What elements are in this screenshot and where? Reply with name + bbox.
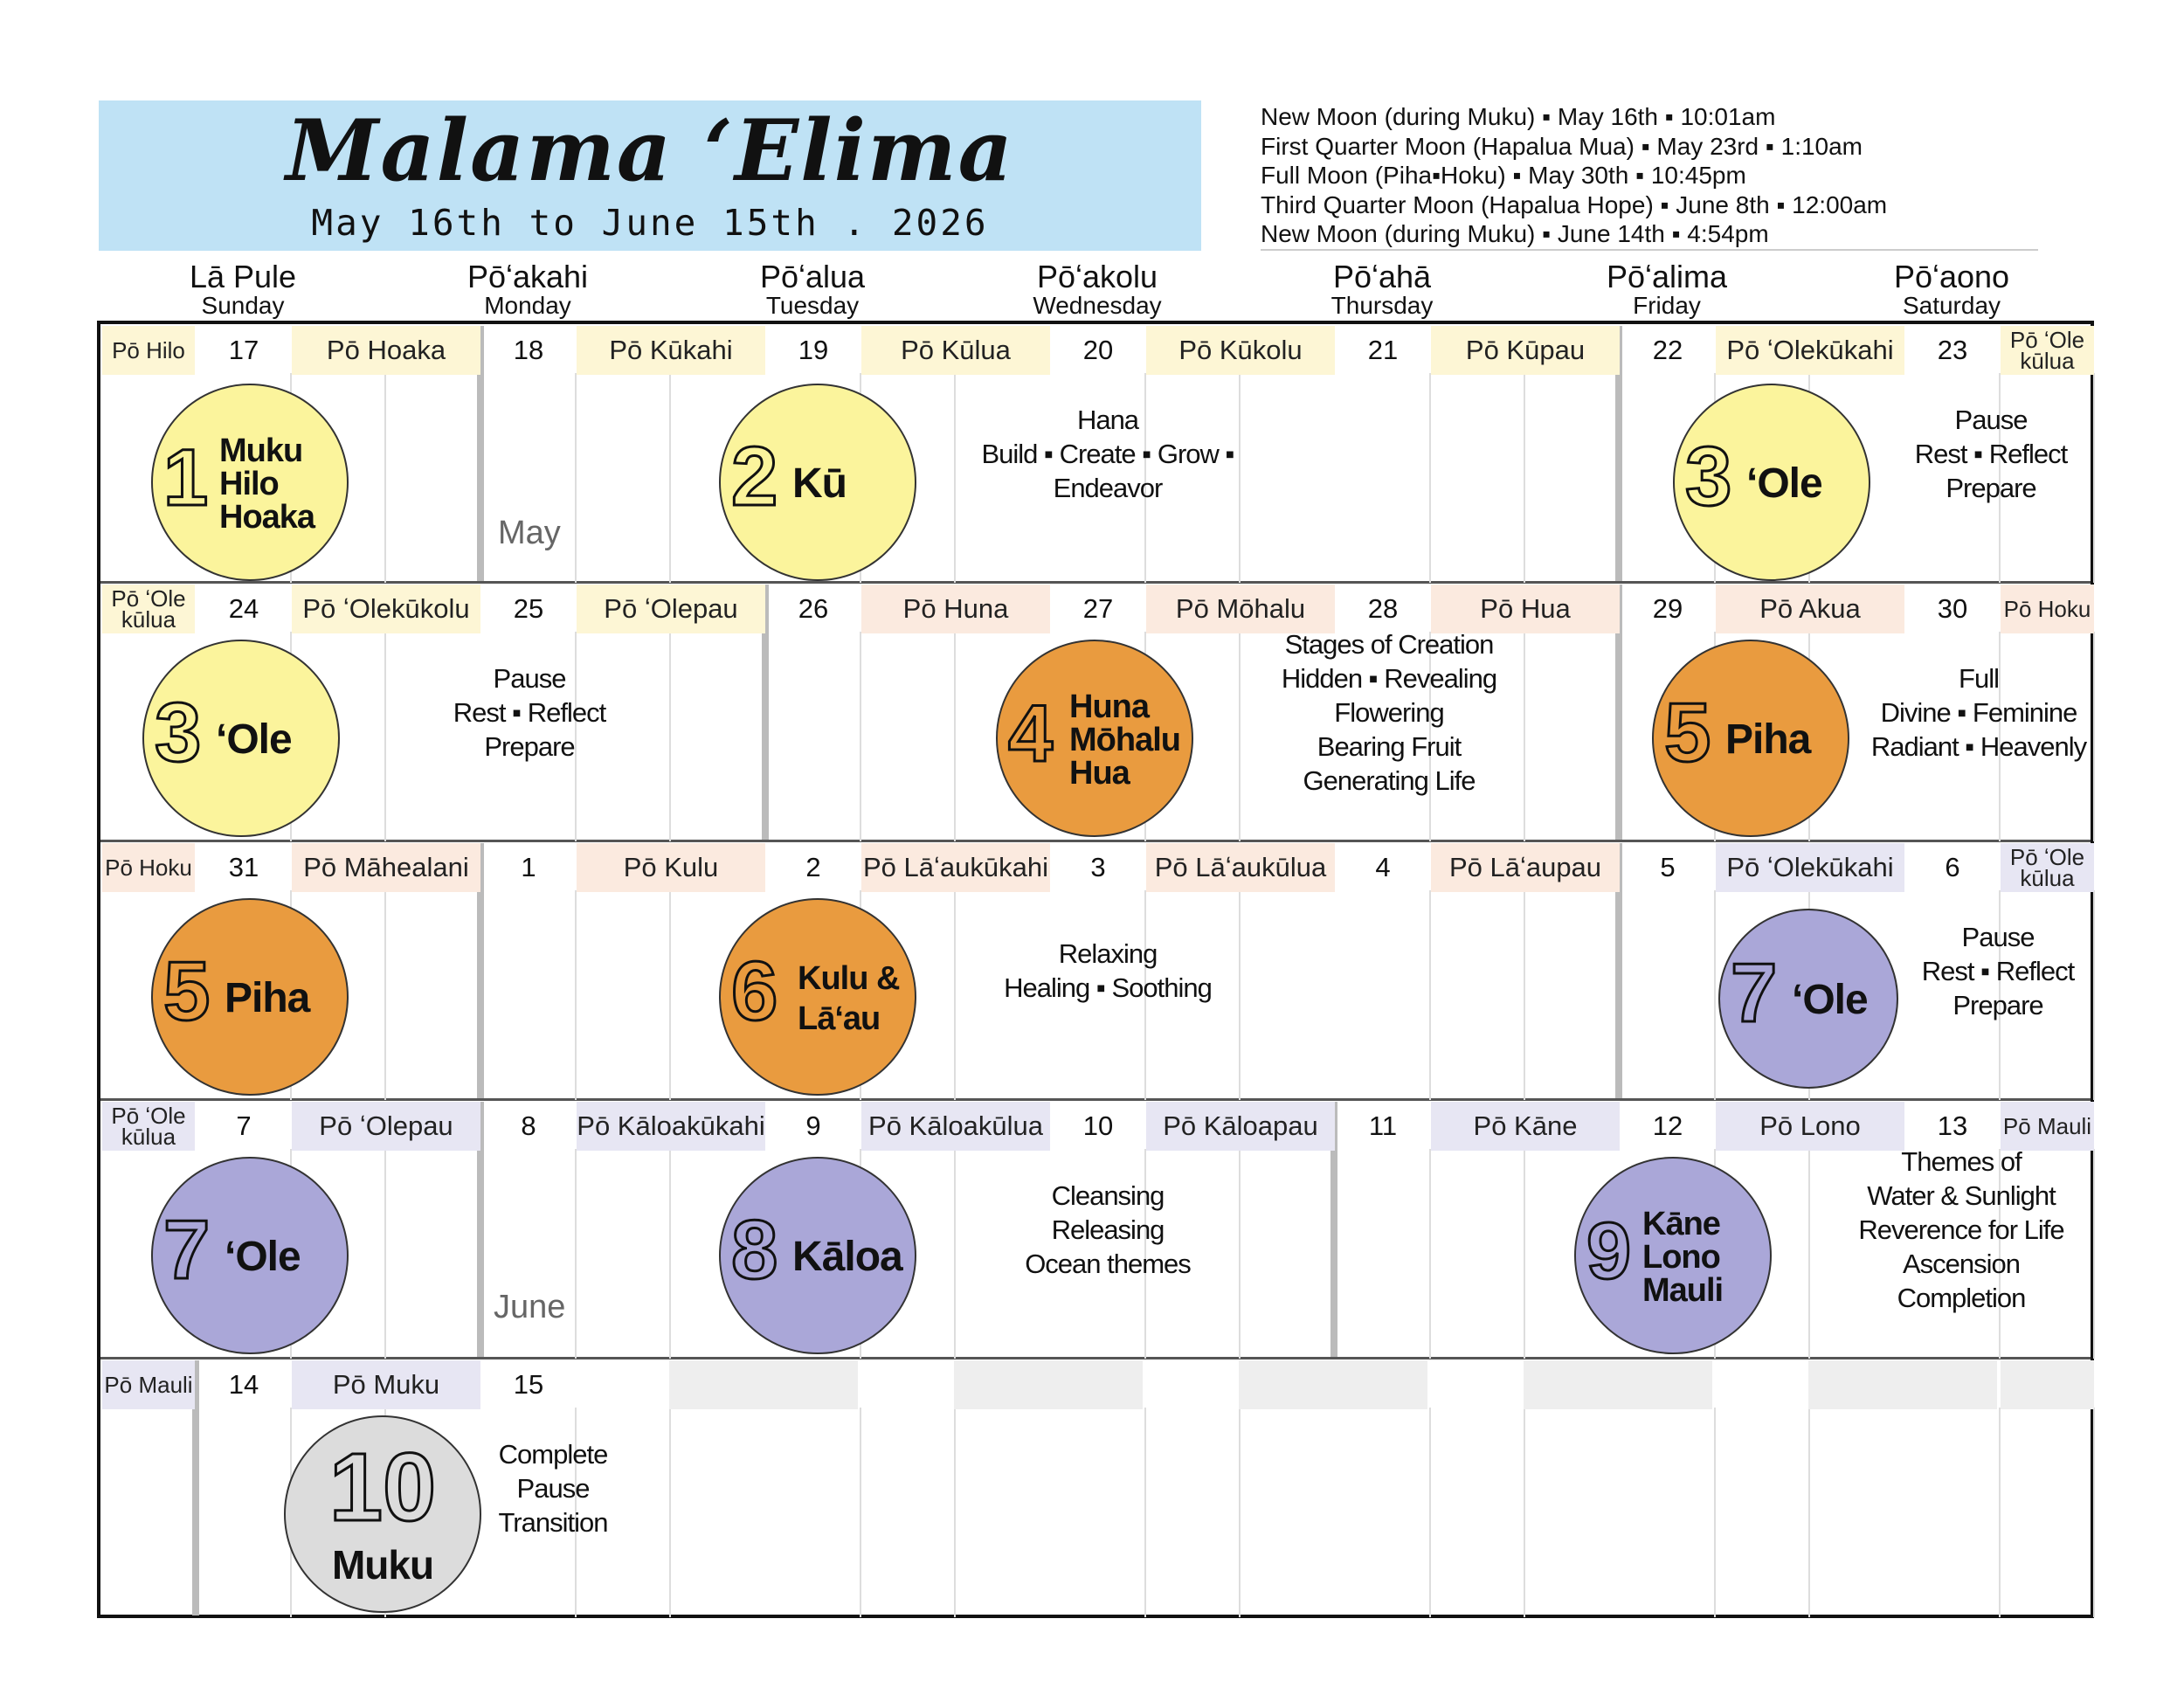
cell-divider xyxy=(1714,890,1716,1100)
phase-name: Lāʻau xyxy=(798,1000,881,1037)
day-name-hawaiian: Lā Pule xyxy=(189,259,297,294)
empty-label xyxy=(2001,1360,2094,1409)
phase-name: Kū xyxy=(792,460,847,507)
moon-phase-item: First Quarter Moon (Hapalua Mua) ▪ May 23rd ▪ 1:10am xyxy=(1261,132,1863,160)
date-number: 20 xyxy=(1082,335,1114,365)
date-number: 8 xyxy=(521,1110,536,1141)
phase-name: Hua xyxy=(1069,755,1130,792)
night-label: Pō Māhealani xyxy=(292,843,480,892)
description-line: Flowering xyxy=(1334,696,1444,728)
phase-number: 5 xyxy=(163,944,211,1039)
cell-divider xyxy=(1524,1408,1525,1617)
phase-number: 8 xyxy=(731,1203,778,1297)
description-line: Releasing xyxy=(1051,1214,1165,1245)
date-number: 31 xyxy=(228,852,259,882)
cell-divider xyxy=(1429,373,1431,583)
moon-phase-circle xyxy=(719,384,916,581)
description-line: Hana xyxy=(1076,404,1139,435)
phase-name: Hilo xyxy=(219,466,279,502)
phase-number: 7 xyxy=(163,1203,211,1297)
description-line: Full xyxy=(1959,662,1999,694)
day-name-english: Friday xyxy=(1633,292,1701,319)
date-number: 6 xyxy=(1945,852,1960,882)
row-divider xyxy=(100,1098,2091,1101)
row-divider xyxy=(100,1357,2091,1359)
date-number: 27 xyxy=(1082,593,1114,624)
cell-divider xyxy=(954,1408,956,1617)
night-label: Pō Hoaka xyxy=(292,326,480,375)
phase-name: Hoaka xyxy=(219,499,315,536)
phase-name: Piha xyxy=(1725,716,1811,763)
date-number: 21 xyxy=(1367,335,1399,365)
night-label: Pō Hoku xyxy=(2001,585,2094,633)
night-label: Pō Lāʻaupau xyxy=(1431,843,1620,892)
cell-divider xyxy=(384,1149,386,1359)
phase-name: Mauli xyxy=(1642,1272,1724,1309)
phase-name: Piha xyxy=(225,975,310,1021)
date-number: 29 xyxy=(1652,593,1683,624)
date-number: 9 xyxy=(805,1110,821,1141)
day-name-english: Thursday xyxy=(1330,292,1434,319)
night-label-prev: Pō ʻOle kūlua xyxy=(102,1102,195,1151)
night-label-prev: Pō Hoku xyxy=(102,843,195,892)
description-line: Healing ▪ Soothing xyxy=(1004,972,1212,1003)
night-label-prev: Pō Mauli xyxy=(102,1360,195,1409)
night-label: Pō ʻOlekūkahi xyxy=(1716,843,1904,892)
divider xyxy=(1261,249,2038,251)
moon-phase-list xyxy=(1261,102,2038,249)
day-name-english: Sunday xyxy=(201,292,285,319)
date-number: 4 xyxy=(1375,852,1391,882)
night-label: Pō Muku xyxy=(292,1360,480,1409)
month-label-may: May xyxy=(498,515,561,551)
description-line: Rest ▪ Reflect xyxy=(453,696,606,728)
description-line: Bearing Fruit xyxy=(1317,730,1462,762)
cell-divider xyxy=(860,1408,861,1617)
phase-name: Muku xyxy=(219,432,303,469)
phase-number: 4 xyxy=(1008,688,1054,778)
description-line: Divine ▪ Feminine xyxy=(1880,696,2077,728)
phase-name: Huna xyxy=(1069,688,1149,725)
description-line: Stages of Creation xyxy=(1284,628,1494,660)
night-label: Pō Kulu xyxy=(577,843,765,892)
day-header-saturday xyxy=(1851,260,2052,318)
description-line: Prepare xyxy=(484,730,575,762)
day-header-friday xyxy=(1566,260,1767,318)
phase-name: ʻOle xyxy=(1792,977,1868,1023)
date-number: 15 xyxy=(513,1369,544,1400)
phase-description xyxy=(1834,403,2148,505)
cell-divider xyxy=(384,890,386,1100)
moon-phase-circle xyxy=(996,640,1193,837)
night-label: Pō Kūlua xyxy=(861,326,1050,375)
date-number: 10 xyxy=(1082,1110,1114,1141)
row-divider xyxy=(100,581,2091,584)
day-header-sunday xyxy=(142,260,343,318)
description-line: Prepare xyxy=(1952,989,2043,1020)
date-number: 22 xyxy=(1652,335,1683,365)
night-label: Pō Kūkahi xyxy=(577,326,765,375)
day-name-hawaiian: Pōʻakahi xyxy=(467,259,589,294)
description-line: Reverence for Life xyxy=(1858,1214,2064,1245)
description-line: Build ▪ Create ▪ Grow ▪ xyxy=(981,438,1234,469)
day-name-english: Monday xyxy=(484,292,571,319)
date-number: 23 xyxy=(1937,335,1968,365)
cell-divider xyxy=(1714,1408,1716,1617)
date-number: 13 xyxy=(1937,1110,1968,1141)
date-number: 24 xyxy=(228,593,259,624)
phase-name: ʻOle xyxy=(1746,460,1822,507)
phase-number: 6 xyxy=(731,944,778,1039)
phase-description xyxy=(1804,1145,2118,1315)
phase-description xyxy=(1841,920,2155,1022)
moon-phase-item: Full Moon (Piha▪Hoku) ▪ May 30th ▪ 10:45pm xyxy=(1261,162,1746,189)
moon-phase-circle xyxy=(151,1157,349,1354)
cell-divider xyxy=(1524,373,1525,583)
phase-description xyxy=(950,403,1265,505)
moon-phase-circle xyxy=(719,1157,916,1354)
date-number: 11 xyxy=(1368,1110,1398,1141)
night-label: Pō Hua xyxy=(1431,585,1620,633)
empty-label xyxy=(1524,1360,1712,1409)
night-label: Pō Kāloakūkahi xyxy=(577,1102,765,1151)
moon-phase-item: New Moon (during Muku) ▪ May 16th ▪ 10:01am xyxy=(1261,103,1776,130)
night-label: Pō ʻOlepau xyxy=(292,1102,480,1151)
date-number: 30 xyxy=(1937,593,1968,624)
phase-number: 1 xyxy=(163,432,209,522)
row-divider xyxy=(100,840,2091,842)
cell-divider xyxy=(669,890,671,1100)
phase-name: Lono xyxy=(1642,1239,1720,1276)
cell-divider xyxy=(384,373,386,583)
phase-number: 3 xyxy=(155,686,202,780)
cell-divider xyxy=(2093,1408,2095,1617)
description-line: Themes of xyxy=(1901,1145,2022,1177)
cell-divider xyxy=(669,373,671,583)
phase-description xyxy=(950,1179,1265,1281)
empty-label xyxy=(954,1360,1143,1409)
day-name-english: Saturday xyxy=(1902,292,2001,319)
night-label: Pō Akua xyxy=(1716,585,1904,633)
cell-divider xyxy=(1144,1408,1146,1617)
cell-divider xyxy=(1429,890,1431,1100)
moon-phase-item: New Moon (during Muku) ▪ June 14th ▪ 4:54pm xyxy=(1261,220,1769,247)
description-line: Endeavor xyxy=(1053,472,1163,503)
date-number: 12 xyxy=(1652,1110,1683,1141)
cell-divider xyxy=(1429,1408,1431,1617)
description-line: Pause xyxy=(493,662,566,694)
day-name-english: Tuesday xyxy=(765,292,860,319)
day-header-wednesday xyxy=(997,260,1198,318)
day-name-hawaiian: Pōʻahā xyxy=(1332,259,1432,294)
day-header-monday xyxy=(427,260,628,318)
description-line: Pause xyxy=(516,1472,590,1504)
day-name-hawaiian: Pōʻaono xyxy=(1893,259,2010,294)
moon-phase-circle xyxy=(151,384,349,581)
phase-description xyxy=(1821,661,2136,764)
date-number: 28 xyxy=(1367,593,1399,624)
calendar-title: Malama ʻElima xyxy=(286,101,1014,200)
date-number: 3 xyxy=(1090,852,1106,882)
phase-description xyxy=(372,661,687,764)
description-line: Ascension xyxy=(1902,1248,2021,1279)
night-label: Pō ʻOlekūkolu xyxy=(292,585,480,633)
phase-number: 5 xyxy=(1664,686,1711,780)
cell-divider xyxy=(1808,1408,1810,1617)
date-number: 18 xyxy=(513,335,544,365)
phase-name: Kāloa xyxy=(792,1234,902,1280)
phase-number: 10 xyxy=(328,1434,437,1541)
night-label: Pō Lāʻaukūkahi xyxy=(861,843,1050,892)
date-number: 2 xyxy=(805,852,821,882)
description-line: Rest ▪ Reflect xyxy=(1921,955,2075,986)
night-label: Pō Kāloapau xyxy=(1146,1102,1335,1151)
phase-name: Mōhalu xyxy=(1069,722,1180,758)
moon-phase-circle xyxy=(151,898,349,1096)
moon-phase-circle xyxy=(142,640,340,837)
cell-divider xyxy=(575,373,577,583)
cell-divider xyxy=(1429,1149,1431,1359)
month-label-june: June xyxy=(494,1289,566,1325)
description-line: Pause xyxy=(1961,921,2035,952)
description-line: Relaxing xyxy=(1058,938,1158,969)
day-name-hawaiian: Pōʻakolu xyxy=(1036,259,1158,294)
description-line: Water & Sunlight xyxy=(1867,1180,2056,1211)
night-label: Pō ʻOle kūlua xyxy=(2001,843,2094,892)
moon-phase-circle xyxy=(1652,640,1849,837)
date-number: 7 xyxy=(236,1110,252,1141)
calendar-grid xyxy=(97,321,2094,1618)
empty-label xyxy=(1239,1360,1427,1409)
night-label: Pō Lāʻaukūlua xyxy=(1146,843,1335,892)
phase-number: 7 xyxy=(1731,946,1778,1041)
date-number: 19 xyxy=(798,335,829,365)
cell-divider xyxy=(1999,1408,2001,1617)
moon-phase-item: Third Quarter Moon (Hapalua Hope) ▪ June 8th ▪ 12:00am xyxy=(1261,190,1888,218)
night-label: Pō ʻOle kūlua xyxy=(2001,326,2094,375)
night-label: Pō ʻOlekūkahi xyxy=(1716,326,1904,375)
night-label: Pō Lono xyxy=(1716,1102,1904,1151)
cell-divider xyxy=(669,1149,671,1359)
night-label-prev: Pō Hilo xyxy=(102,326,195,375)
day-header-tuesday xyxy=(712,260,913,318)
cell-divider xyxy=(954,632,956,841)
date-number: 26 xyxy=(798,593,829,624)
cell-divider xyxy=(1524,1149,1525,1359)
moon-phase-circle xyxy=(719,898,916,1096)
night-label: Pō Kāne xyxy=(1431,1102,1620,1151)
night-label: Pō Kūkolu xyxy=(1146,326,1335,375)
phase-name: Kāne xyxy=(1642,1206,1720,1242)
cell-divider xyxy=(1524,890,1525,1100)
night-label: Pō Mauli xyxy=(2001,1102,2094,1151)
empty-label xyxy=(669,1360,858,1409)
description-line: Complete xyxy=(498,1438,608,1470)
date-number: 14 xyxy=(228,1369,259,1400)
cell-divider xyxy=(1239,1408,1241,1617)
cell-divider xyxy=(575,890,577,1100)
date-number: 25 xyxy=(513,593,544,624)
description-line: Cleansing xyxy=(1051,1180,1165,1211)
day-name-hawaiian: Pōʻalima xyxy=(1606,259,1728,294)
title-banner xyxy=(99,100,1201,251)
empty-label xyxy=(1808,1360,1997,1409)
description-line: Rest ▪ Reflect xyxy=(1914,438,2068,469)
description-line: Radiant ▪ Heavenly xyxy=(1870,730,2087,762)
night-label: Pō Kūpau xyxy=(1431,326,1620,375)
night-label: Pō ʻOlepau xyxy=(577,585,765,633)
phase-description xyxy=(396,1437,710,1539)
phase-description xyxy=(1232,627,1546,798)
date-number: 17 xyxy=(228,335,259,365)
description-line: Ocean themes xyxy=(1025,1248,1191,1279)
description-line: Prepare xyxy=(1946,472,2036,503)
cell-divider xyxy=(860,632,861,841)
description-line: Transition xyxy=(498,1506,608,1538)
phase-name: Muku xyxy=(331,1542,434,1588)
description-line: Completion xyxy=(1897,1282,2026,1313)
day-name-hawaiian: Pōʻalua xyxy=(759,259,866,294)
moon-phase-circle xyxy=(1574,1157,1772,1354)
night-label: Pō Mōhalu xyxy=(1146,585,1335,633)
phase-number: 2 xyxy=(731,430,778,524)
phase-name: ʻOle xyxy=(216,716,292,763)
description-line: Pause xyxy=(1954,404,2028,435)
description-line: Hidden ▪ Revealing xyxy=(1281,662,1497,694)
day-name-english: Wednesday xyxy=(1033,292,1162,319)
description-line: Generating Life xyxy=(1303,764,1476,796)
night-label: Pō Kāloakūlua xyxy=(861,1102,1050,1151)
phase-number: 9 xyxy=(1586,1206,1632,1296)
cell-divider xyxy=(575,1149,577,1359)
day-header-thursday xyxy=(1282,260,1482,318)
night-label-prev: Pō ʻOle kūlua xyxy=(102,585,195,633)
phase-number: 3 xyxy=(1685,430,1732,524)
phase-name: Kulu & xyxy=(798,960,900,997)
date-number: 5 xyxy=(1660,852,1676,882)
date-range: May 16th to June 15th . 2026 xyxy=(311,202,989,244)
date-number: 1 xyxy=(521,852,536,882)
night-label: Pō Huna xyxy=(861,585,1050,633)
phase-name: ʻOle xyxy=(225,1234,301,1280)
phase-description xyxy=(950,937,1265,1005)
